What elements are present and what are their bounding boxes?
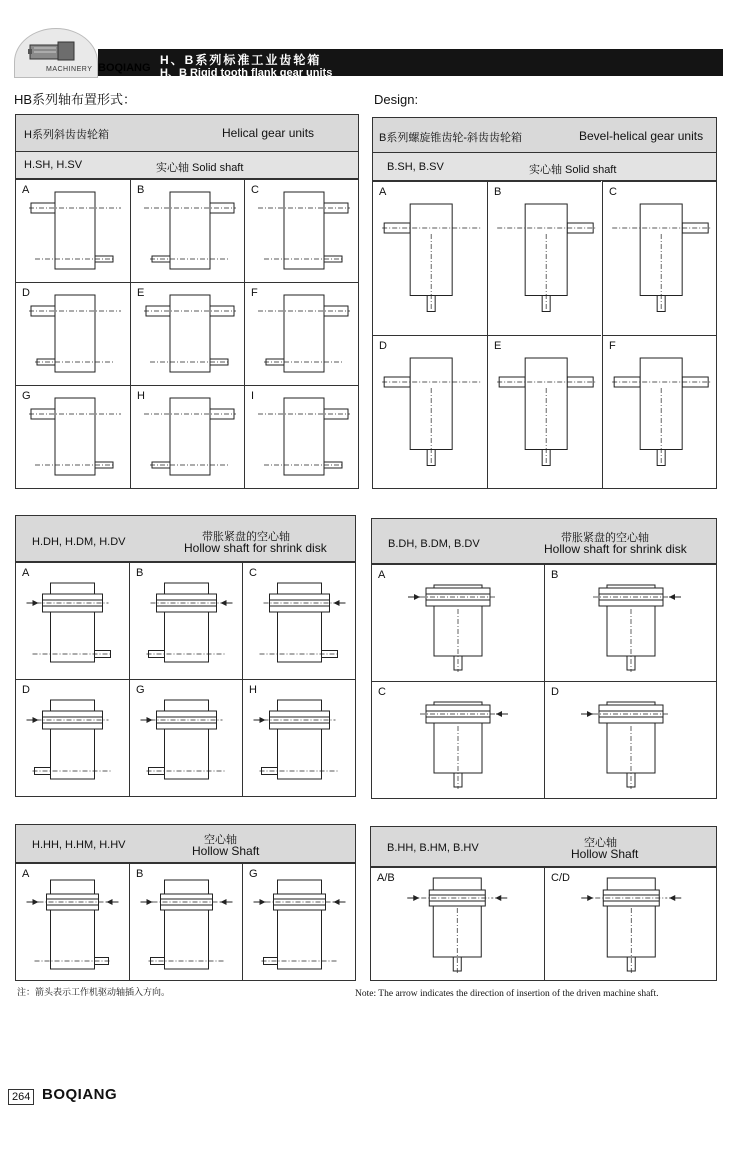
insertion-arrow-icon	[334, 899, 346, 905]
arrangement-cell	[371, 867, 544, 980]
arrangement-diagram	[373, 336, 487, 489]
header-brand-small: MACHINERY	[46, 66, 93, 73]
panel-b-solid-header-2	[373, 153, 716, 181]
arrangement-label: A	[22, 868, 30, 880]
gear-housing	[165, 880, 209, 969]
panel-b-hollow	[370, 826, 717, 981]
panel-b-solid-header-1	[373, 118, 716, 153]
arrangement-label: D	[22, 287, 30, 299]
arrangement-cell	[129, 863, 242, 980]
arrangement-cell	[129, 679, 242, 796]
arrangement-diagram	[603, 336, 716, 489]
arrangement-cell	[244, 282, 358, 385]
insertion-arrow-icon	[669, 594, 681, 600]
b-solid-code: B.SH, B.SV	[387, 161, 444, 173]
b-solid-title-zh: B系列螺旋锥齿轮-斜齿齿轮箱	[379, 132, 522, 144]
arrangement-cell	[602, 181, 716, 335]
insertion-arrow-icon	[495, 895, 507, 901]
arrangement-diagram	[16, 386, 130, 488]
insertion-arrow-icon	[334, 600, 346, 606]
panel-h-hollow	[15, 824, 356, 981]
h-shrink-code: H.DH, H.DM, H.DV	[32, 536, 126, 548]
arrangement-cell	[16, 179, 130, 282]
arrangement-label: G	[22, 390, 31, 402]
arrangement-diagram	[373, 182, 487, 335]
insertion-arrow-icon	[141, 717, 153, 723]
insertion-arrow-icon	[107, 899, 119, 905]
insertion-arrow-icon	[581, 895, 593, 901]
gear-housing	[55, 398, 95, 475]
arrangement-label: B	[137, 184, 145, 196]
arrangement-cell	[372, 681, 544, 798]
arrangement-cell	[544, 564, 716, 681]
arrangement-label: C	[609, 186, 617, 198]
arrangement-cell	[602, 335, 716, 489]
panel-h-solid-header-2	[16, 152, 358, 179]
arrangement-label: C/D	[551, 872, 570, 884]
h-solid-code: H.SH, H.SV	[24, 159, 83, 171]
insertion-arrow-icon	[27, 600, 39, 606]
hollow-shaft-bore	[429, 890, 485, 906]
arrangement-label: B	[494, 186, 502, 198]
insertion-arrow-icon	[408, 594, 420, 600]
gearbox-machine-icon	[28, 40, 78, 62]
arrangement-diagram	[130, 864, 242, 980]
panel-b-shrink	[371, 518, 717, 799]
arrangement-diagram	[245, 386, 358, 488]
arrangement-diagram	[371, 868, 544, 980]
arrangement-label: E	[137, 287, 145, 299]
arrangement-cell	[244, 385, 358, 488]
arrangement-cell	[130, 282, 244, 385]
insertion-arrow-icon	[254, 899, 266, 905]
arrangement-label: B	[136, 567, 144, 579]
arrangement-cell	[242, 679, 355, 796]
arrangement-label: A	[379, 186, 387, 198]
arrangement-diagram	[16, 563, 129, 679]
h-solid-shaft: 实心轴 Solid shaft	[156, 162, 244, 174]
arrangement-diagram	[245, 283, 358, 385]
footer-brand: BOQIANG	[42, 1086, 118, 1103]
arrangement-cell	[130, 179, 244, 282]
arrangement-diagram	[603, 182, 716, 335]
arrangement-label: F	[251, 287, 258, 299]
footer-page-number: 264	[8, 1089, 34, 1105]
arrangement-label: F	[609, 340, 616, 352]
arrangement-cell	[372, 564, 544, 681]
note-en: Note: The arrow indicates the direction of insertion of the driven machine shaft.	[355, 989, 659, 999]
arrangement-diagram	[545, 868, 717, 980]
arrangement-diagram	[16, 180, 130, 282]
arrangement-label: C	[251, 184, 259, 196]
arrangement-label: B	[136, 868, 144, 880]
b-shrink-code: B.DH, B.DM, B.DV	[388, 538, 480, 550]
arrangement-cell	[487, 181, 601, 335]
hollow-shaft-bore	[603, 890, 659, 906]
insertion-arrow-icon	[669, 895, 681, 901]
arrangement-cell	[373, 181, 487, 335]
arrangement-cell	[544, 867, 717, 980]
panel-h-hollow-header	[16, 825, 355, 863]
gear-housing	[284, 295, 324, 372]
arrangement-diagram	[16, 864, 129, 980]
arrangement-cell	[16, 562, 129, 679]
insertion-arrow-icon	[221, 899, 233, 905]
arrangement-label: D	[22, 684, 30, 696]
arrangement-cell	[373, 335, 487, 489]
arrangement-cell	[16, 282, 130, 385]
gear-housing	[55, 192, 95, 269]
arrangement-cell	[16, 385, 130, 488]
arrangement-diagram	[16, 283, 130, 385]
gear-housing	[278, 880, 322, 969]
gear-housing	[170, 295, 210, 372]
arrangement-label: G	[136, 684, 145, 696]
h-hollow-shaft-en: Hollow Shaft	[192, 844, 260, 858]
arrangement-diagram	[243, 563, 355, 679]
gear-housing	[51, 880, 95, 969]
arrangement-diagram	[545, 565, 716, 681]
gear-housing	[284, 398, 324, 475]
insertion-arrow-icon	[407, 895, 419, 901]
panel-h-solid	[15, 114, 359, 489]
arrangement-cell	[129, 562, 242, 679]
arrangement-cell	[544, 681, 716, 798]
b-solid-title-en: Bevel-helical gear units	[579, 129, 704, 143]
arrangement-diagram	[130, 680, 242, 796]
arrangement-diagram	[488, 336, 601, 489]
h-shrink-shaft-zh: 带胀紧盘的空心轴	[202, 531, 290, 543]
panel-b-hollow-header	[371, 827, 716, 867]
arrangement-cell	[487, 335, 601, 489]
h-shrink-shaft-en: Hollow shaft for shrink disk	[184, 541, 327, 555]
b-hollow-shaft-en: Hollow Shaft	[571, 847, 639, 861]
arrangement-cell	[242, 863, 355, 980]
arrangement-label: I	[251, 390, 255, 402]
insertion-arrow-icon	[27, 899, 39, 905]
gear-housing	[170, 192, 210, 269]
arrangement-label: B	[551, 569, 559, 581]
header-title-en: H、B Rigid tooth flank gear units	[160, 67, 333, 79]
panel-b-solid	[372, 117, 717, 489]
arrangement-diagram	[488, 182, 601, 335]
arrangement-diagram	[131, 180, 244, 282]
h-solid-title-zh: H系列斜齿齿轮箱	[24, 129, 109, 141]
arrangement-cell	[16, 679, 129, 796]
arrangement-diagram	[545, 682, 716, 798]
arrangement-diagram	[372, 565, 544, 681]
insertion-arrow-icon	[221, 600, 233, 606]
arrangement-label: D	[379, 340, 387, 352]
arrangement-label: A	[22, 184, 30, 196]
arrangement-label: G	[249, 868, 258, 880]
insertion-arrow-icon	[496, 711, 508, 717]
arrangement-label: E	[494, 340, 502, 352]
arrangement-diagram	[16, 680, 129, 796]
insertion-arrow-icon	[27, 717, 39, 723]
arrangement-label: H	[249, 684, 257, 696]
arrangement-label: H	[137, 390, 145, 402]
header-title-zh: H、B系列标准工业齿轮箱	[160, 53, 322, 67]
arrangement-diagram	[245, 180, 358, 282]
b-hollow-code: B.HH, B.HM, B.HV	[387, 842, 479, 854]
gear-housing	[170, 398, 210, 475]
arrangement-cell	[244, 179, 358, 282]
note-zh: 注：箭头表示工作机驱动轴插入方向。	[17, 987, 171, 997]
panel-h-shrink-header	[16, 516, 355, 562]
arrangement-diagram	[243, 680, 355, 796]
arrangement-diagram	[131, 386, 244, 488]
gear-housing	[284, 192, 324, 269]
arrangement-diagram	[131, 283, 244, 385]
arrangement-cell	[130, 385, 244, 488]
gear-housing	[55, 295, 95, 372]
insertion-arrow-icon	[581, 711, 593, 717]
b-hollow-shaft-zh: 空心轴	[584, 837, 617, 849]
arrangement-diagram	[130, 563, 242, 679]
left-section-title: HB系列轴布置形式：	[14, 92, 137, 107]
h-hollow-shaft-zh: 空心轴	[204, 834, 237, 846]
b-solid-shaft: 实心轴 Solid shaft	[529, 164, 617, 176]
insertion-arrow-icon	[254, 717, 266, 723]
header-brand: BOQIANG	[98, 62, 151, 74]
panel-h-solid-header-1	[16, 115, 358, 152]
b-shrink-shaft-zh: 带胀紧盘的空心轴	[561, 532, 649, 544]
arrangement-cell	[16, 863, 129, 980]
arrangement-label: A	[378, 569, 386, 581]
arrangement-label: D	[551, 686, 559, 698]
b-shrink-shaft-en: Hollow shaft for shrink disk	[544, 542, 687, 556]
arrangement-cell	[242, 562, 355, 679]
arrangement-diagram	[372, 682, 544, 798]
panel-b-shrink-header	[372, 519, 716, 564]
panel-h-shrink	[15, 515, 356, 797]
h-solid-title-en: Helical gear units	[222, 126, 315, 140]
arrangement-label: C	[249, 567, 257, 579]
arrangement-diagram	[243, 864, 355, 980]
h-hollow-code: H.HH, H.HM, H.HV	[32, 839, 126, 851]
right-section-title: Design:	[374, 92, 419, 107]
arrangement-label: A/B	[377, 872, 395, 884]
arrangement-label: C	[378, 686, 386, 698]
insertion-arrow-icon	[141, 899, 153, 905]
arrangement-label: A	[22, 567, 30, 579]
